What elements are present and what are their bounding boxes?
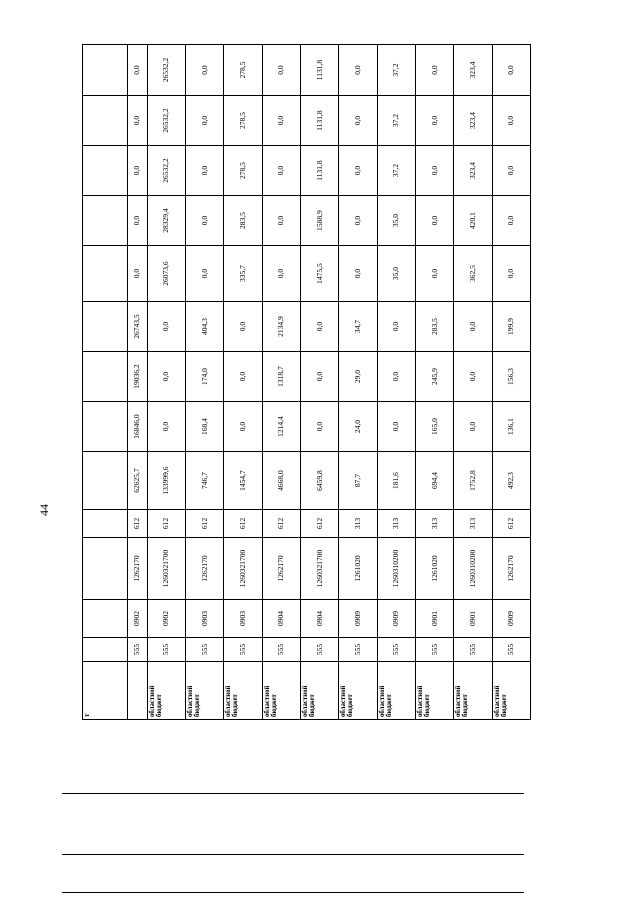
year-8-cell: 37,2 (377, 45, 415, 96)
table-row (128, 45, 148, 720)
year-4-cell: 362,5 (454, 246, 492, 302)
year-6-cell: 0,0 (415, 146, 453, 196)
year-5-cell: 0,0 (262, 196, 300, 246)
section-code-cell: 0901 (415, 600, 453, 638)
year-7-cell: 0,0 (186, 96, 224, 146)
ministry-code-cell: 555 (454, 638, 492, 662)
expense-type-cell: 313 (454, 510, 492, 538)
expense-type-cell: 612 (186, 510, 224, 538)
year-8-cell: 1131,8 (300, 45, 338, 96)
year-2-cell: 0,0 (300, 352, 338, 402)
year-6-cell: 0,0 (186, 146, 224, 196)
year-2-cell: 174,0 (186, 352, 224, 402)
year-3-cell: 404,3 (186, 302, 224, 352)
year-2-cell: 0,0 (377, 352, 415, 402)
expense-type-cell: 612 (262, 510, 300, 538)
year-8-cell: 0,0 (415, 45, 453, 96)
year-4-cell: 0,0 (262, 246, 300, 302)
year-8-cell: 26532,2 (147, 45, 185, 96)
expense-type-cell: 612 (147, 510, 185, 538)
year-8-cell: 0,0 (128, 45, 148, 96)
year-7-cell (83, 96, 128, 146)
year-5-cell: 1588,9 (300, 196, 338, 246)
year-7-cell: 0,0 (339, 96, 377, 146)
budget-table (82, 44, 531, 720)
target-article-cell: 1262170 (128, 538, 148, 600)
ministry-code-cell: 555 (147, 638, 185, 662)
year-4-cell: 0,0 (415, 246, 453, 302)
year-7-cell: 26532,2 (147, 96, 185, 146)
year-3-cell: 283,5 (415, 302, 453, 352)
target-article-cell: 1260310200 (454, 538, 492, 600)
year-6-cell: 37,2 (377, 146, 415, 196)
year-3-cell: 0,0 (300, 302, 338, 352)
year-6-cell: 0,0 (339, 146, 377, 196)
year-4-cell: 26073,6 (147, 246, 185, 302)
section-code-cell: 0903 (224, 600, 262, 638)
section-code-cell: 0903 (186, 600, 224, 638)
section-code-cell: 0904 (262, 600, 300, 638)
year-7-cell: 278,5 (224, 96, 262, 146)
year-6-cell: 323,4 (454, 146, 492, 196)
ministry-code-cell: 555 (339, 638, 377, 662)
funding-source-cell: областной бюджет (377, 662, 415, 720)
year-5-cell: 0,0 (415, 196, 453, 246)
signature-line (62, 892, 524, 893)
signature-line (62, 854, 524, 855)
target-article-cell: 1260321700 (300, 538, 338, 600)
year-5-cell: 35,0 (377, 196, 415, 246)
table-row (224, 45, 262, 720)
table-row (415, 45, 453, 720)
year-2-cell: 1318,7 (262, 352, 300, 402)
year-5-cell: 420,1 (454, 196, 492, 246)
year-7-cell: 37,2 (377, 96, 415, 146)
year-6-cell: 0,0 (128, 146, 148, 196)
total-amount-cell: 6459,8 (300, 452, 338, 510)
year-5-cell: 28329,4 (147, 196, 185, 246)
year-4-cell: 0,0 (128, 246, 148, 302)
funding-source-cell: областной бюджет (492, 662, 530, 720)
year-7-cell: 0,0 (128, 96, 148, 146)
target-article-cell: 1261020 (415, 538, 453, 600)
target-article-cell (83, 538, 128, 600)
year-1-cell: 0,0 (300, 402, 338, 452)
year-8-cell: 0,0 (492, 45, 530, 96)
target-article-cell: 1261020 (339, 538, 377, 600)
year-1-cell: 136,1 (492, 402, 530, 452)
year-8-cell: 278,5 (224, 45, 262, 96)
year-4-cell: 1475,5 (300, 246, 338, 302)
total-amount-cell: 4668,0 (262, 452, 300, 510)
year-1-cell: 0,0 (377, 402, 415, 452)
target-article-cell: 1262170 (492, 538, 530, 600)
year-3-cell: 0,0 (377, 302, 415, 352)
year-5-cell: 0,0 (128, 196, 148, 246)
year-2-cell: 0,0 (454, 352, 492, 402)
year-5-cell: 0,0 (186, 196, 224, 246)
section-code-cell: 0909 (492, 600, 530, 638)
table-body (83, 45, 531, 720)
total-amount-cell: 492,3 (492, 452, 530, 510)
year-2-cell (83, 352, 128, 402)
year-1-cell: 0,0 (147, 402, 185, 452)
funding-source-cell: областной бюджет (415, 662, 453, 720)
year-6-cell: 278,5 (224, 146, 262, 196)
expense-type-cell: 313 (339, 510, 377, 538)
signature-line (62, 793, 524, 794)
total-amount-cell: 181,6 (377, 452, 415, 510)
table-row (262, 45, 300, 720)
year-7-cell: 0,0 (415, 96, 453, 146)
ministry-code-cell: 555 (186, 638, 224, 662)
rotated-table-container (82, 45, 531, 720)
year-8-cell (83, 45, 128, 96)
table-row (454, 45, 492, 720)
year-3-cell: 0,0 (224, 302, 262, 352)
year-1-cell: 1214,4 (262, 402, 300, 452)
year-2-cell: 0,0 (147, 352, 185, 402)
total-amount-cell: 87,7 (339, 452, 377, 510)
table-row (186, 45, 224, 720)
year-7-cell: 0,0 (262, 96, 300, 146)
year-5-cell (83, 196, 128, 246)
year-8-cell: 0,0 (262, 45, 300, 96)
section-code-cell: 0902 (147, 600, 185, 638)
expense-type-cell: 612 (224, 510, 262, 538)
year-8-cell: 0,0 (186, 45, 224, 96)
ministry-code-cell (83, 638, 128, 662)
year-3-cell: 199,9 (492, 302, 530, 352)
total-amount-cell: 62625,7 (128, 452, 148, 510)
year-4-cell: 0,0 (339, 246, 377, 302)
year-6-cell: 1131,8 (300, 146, 338, 196)
total-amount-cell: 694,4 (415, 452, 453, 510)
year-6-cell: 26532,2 (147, 146, 185, 196)
year-1-cell: 0,0 (454, 402, 492, 452)
year-2-cell: 156,3 (492, 352, 530, 402)
ministry-code-cell: 555 (377, 638, 415, 662)
funding-source-cell: областной бюджет (262, 662, 300, 720)
total-amount-cell (83, 452, 128, 510)
target-article-cell: 1260321700 (224, 538, 262, 600)
year-4-cell (83, 246, 128, 302)
year-7-cell: 323,4 (454, 96, 492, 146)
year-7-cell: 0,0 (492, 96, 530, 146)
year-2-cell: 19036,2 (128, 352, 148, 402)
expense-type-cell: 612 (300, 510, 338, 538)
year-3-cell: 2134,9 (262, 302, 300, 352)
total-amount-cell: 133999,6 (147, 452, 185, 510)
section-code-cell: 0902 (128, 600, 148, 638)
ministry-code-cell: 555 (262, 638, 300, 662)
funding-source-cell: областной бюджет (186, 662, 224, 720)
year-3-cell (83, 302, 128, 352)
table-row (300, 45, 338, 720)
funding-source-cell: областной бюджет (339, 662, 377, 720)
year-3-cell: 0,0 (147, 302, 185, 352)
year-1-cell (83, 402, 128, 452)
expense-type-cell: 313 (377, 510, 415, 538)
target-article-cell: 1260321700 (147, 538, 185, 600)
table-row (83, 45, 128, 720)
year-2-cell: 0,0 (224, 352, 262, 402)
funding-source-cell: областной бюджет (300, 662, 338, 720)
section-code-cell: 0904 (300, 600, 338, 638)
section-code-cell: 0901 (454, 600, 492, 638)
section-code-cell (83, 600, 128, 638)
year-1-cell: 24,0 (339, 402, 377, 452)
page-number: 44 (37, 504, 51, 516)
ministry-code-cell: 555 (492, 638, 530, 662)
table-row (339, 45, 377, 720)
year-1-cell: 168,4 (186, 402, 224, 452)
funding-source-cell (128, 662, 148, 720)
year-4-cell: 0,0 (186, 246, 224, 302)
funding-source-cell: т (83, 662, 128, 720)
section-code-cell: 0909 (339, 600, 377, 638)
ministry-code-cell: 555 (224, 638, 262, 662)
year-4-cell: 35,0 (377, 246, 415, 302)
target-article-cell: 1262170 (262, 538, 300, 600)
year-2-cell: 29,0 (339, 352, 377, 402)
year-2-cell: 245,9 (415, 352, 453, 402)
year-5-cell: 0,0 (339, 196, 377, 246)
year-1-cell: 165,0 (415, 402, 453, 452)
expense-type-cell (83, 510, 128, 538)
table-row (147, 45, 185, 720)
total-amount-cell: 1752,8 (454, 452, 492, 510)
year-5-cell: 0,0 (492, 196, 530, 246)
year-3-cell: 34,7 (339, 302, 377, 352)
year-6-cell: 0,0 (262, 146, 300, 196)
target-article-cell: 1262170 (186, 538, 224, 600)
expense-type-cell: 612 (128, 510, 148, 538)
funding-source-cell: областной бюджет (224, 662, 262, 720)
funding-source-cell: областной бюджет (147, 662, 185, 720)
year-6-cell (83, 146, 128, 196)
total-amount-cell: 1454,7 (224, 452, 262, 510)
target-article-cell: 1260310200 (377, 538, 415, 600)
total-amount-cell: 746,7 (186, 452, 224, 510)
year-7-cell: 1131,8 (300, 96, 338, 146)
table-row (492, 45, 530, 720)
year-1-cell: 16846,0 (128, 402, 148, 452)
expense-type-cell: 612 (492, 510, 530, 538)
year-3-cell: 26743,5 (128, 302, 148, 352)
year-4-cell: 0,0 (492, 246, 530, 302)
ministry-code-cell: 555 (300, 638, 338, 662)
year-4-cell: 335,7 (224, 246, 262, 302)
year-1-cell: 0,0 (224, 402, 262, 452)
section-code-cell: 0909 (377, 600, 415, 638)
ministry-code-cell: 555 (128, 638, 148, 662)
year-8-cell: 0,0 (339, 45, 377, 96)
year-8-cell: 323,4 (454, 45, 492, 96)
funding-source-cell: областной бюджет (454, 662, 492, 720)
expense-type-cell: 313 (415, 510, 453, 538)
table-row (377, 45, 415, 720)
year-6-cell: 0,0 (492, 146, 530, 196)
year-5-cell: 283,5 (224, 196, 262, 246)
ministry-code-cell: 555 (415, 638, 453, 662)
year-3-cell: 0,0 (454, 302, 492, 352)
